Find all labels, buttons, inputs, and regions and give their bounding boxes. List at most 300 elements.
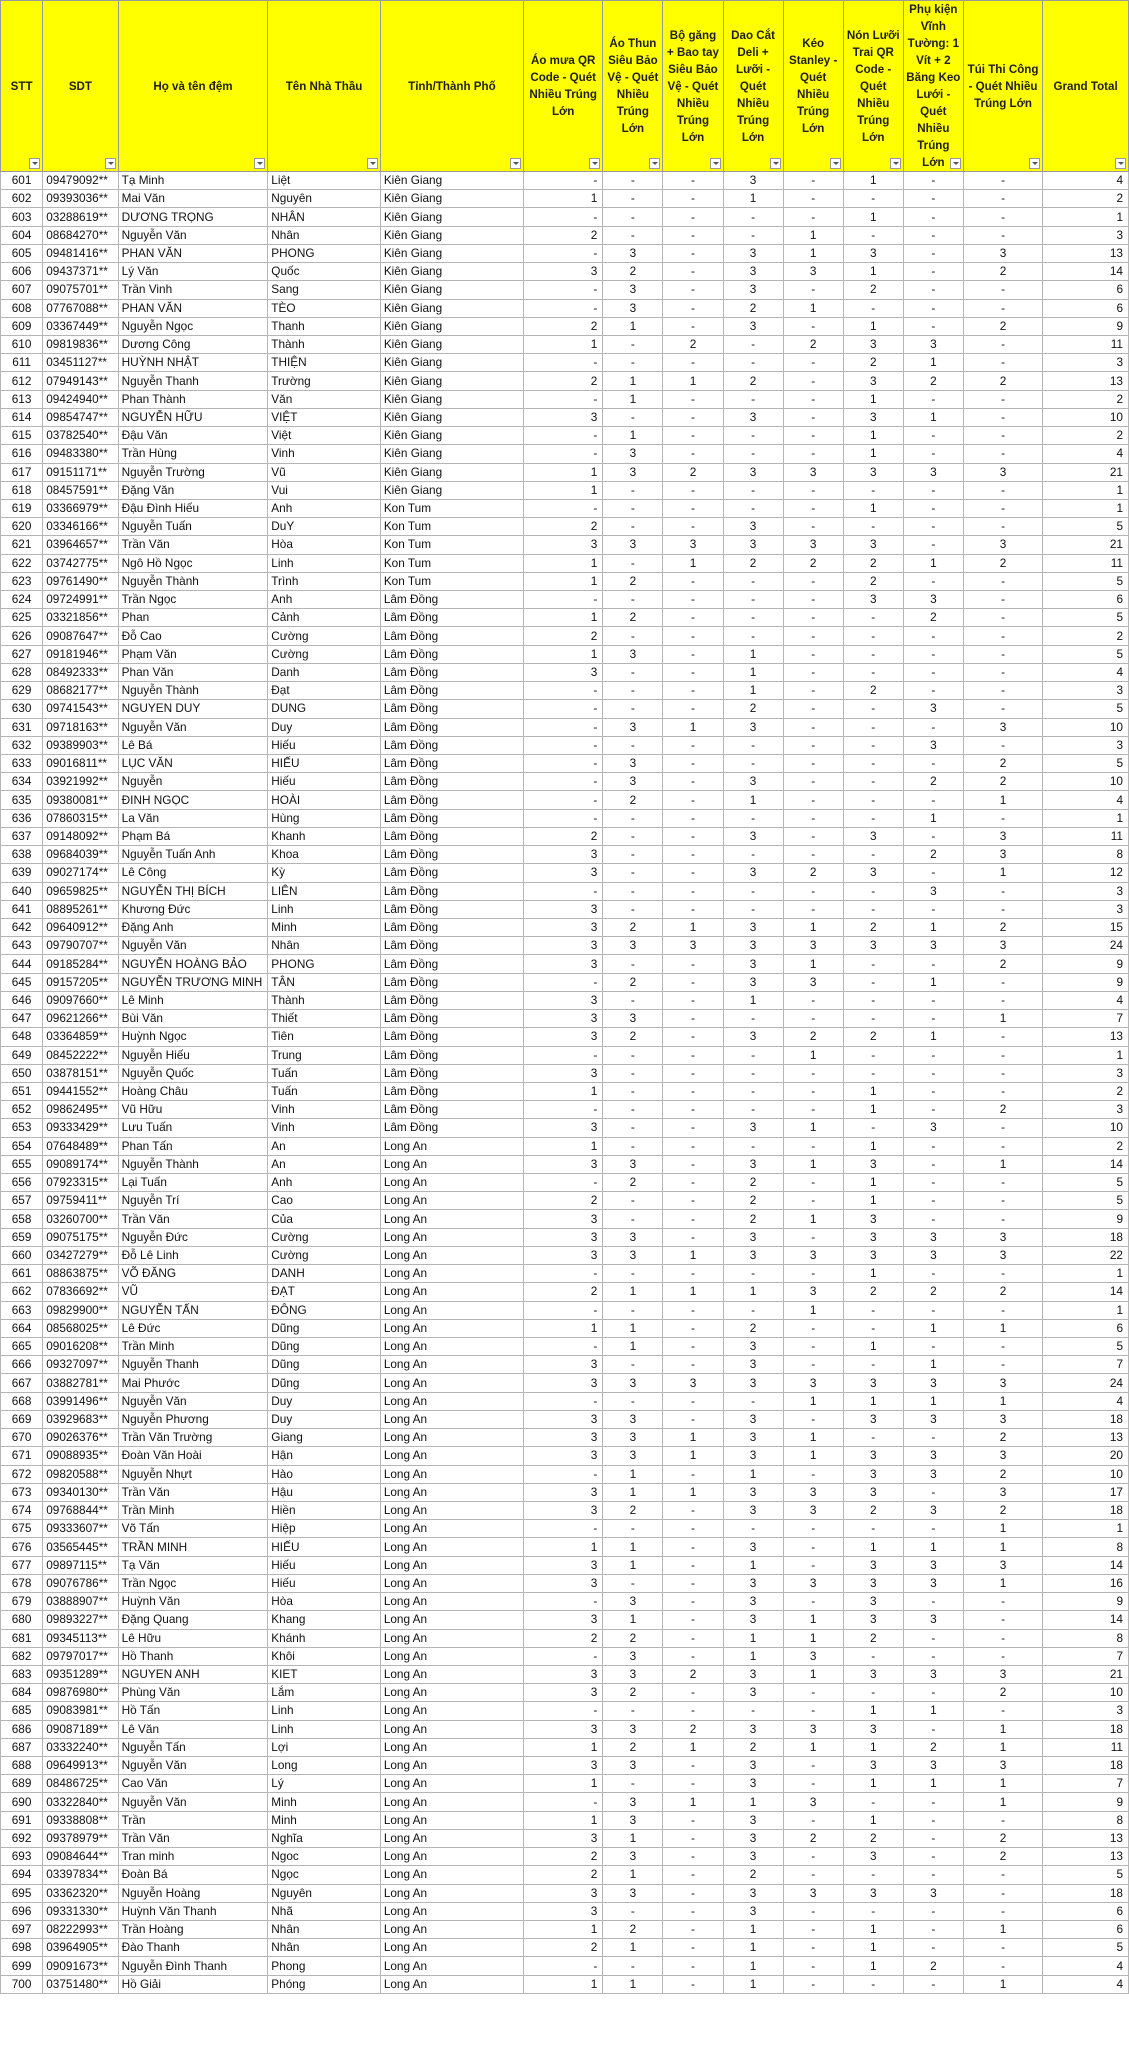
cell-tui-thi-cong[interactable]: - [963,973,1042,991]
cell-phu-kien[interactable]: - [903,1866,963,1884]
cell-ten-nha-thau[interactable]: Phóng [268,1975,381,1993]
cell-ho-va-ten-dem[interactable]: NGUYEN DUY [118,700,268,718]
cell-stt[interactable]: 670 [1,1429,43,1447]
cell-ao-thun[interactable]: 3 [603,463,663,481]
cell-phu-kien[interactable]: - [903,1137,963,1155]
cell-stt[interactable]: 679 [1,1593,43,1611]
cell-ao-mua[interactable]: 1 [524,190,603,208]
cell-bo-gang[interactable]: 2 [663,1720,723,1738]
cell-tui-thi-cong[interactable]: - [963,354,1042,372]
cell-phu-kien[interactable]: - [903,536,963,554]
cell-non-luoi-trai[interactable]: - [843,991,903,1009]
cell-keo-stanley[interactable]: - [783,372,843,390]
cell-bo-gang[interactable]: - [663,1866,723,1884]
cell-grand-total[interactable]: 9 [1043,955,1129,973]
cell-dao-cat[interactable]: 2 [723,299,783,317]
cell-ao-mua[interactable]: 3 [524,1119,603,1137]
cell-ho-va-ten-dem[interactable]: Phan [118,609,268,627]
cell-sdt[interactable]: 08492333** [43,663,118,681]
cell-stt[interactable]: 685 [1,1702,43,1720]
cell-tinh-thanh-pho[interactable]: Kiên Giang [380,172,523,190]
cell-tinh-thanh-pho[interactable]: Long An [380,1392,523,1410]
cell-ao-thun[interactable]: - [603,335,663,353]
cell-ao-mua[interactable]: - [524,1101,603,1119]
cell-dao-cat[interactable]: 3 [723,1829,783,1847]
cell-sdt[interactable]: 03322840** [43,1793,118,1811]
cell-ho-va-ten-dem[interactable]: Tạ Văn [118,1556,268,1574]
cell-keo-stanley[interactable]: 2 [783,335,843,353]
cell-ten-nha-thau[interactable]: Linh [268,1702,381,1720]
cell-grand-total[interactable]: 2 [1043,1137,1129,1155]
cell-dao-cat[interactable]: 3 [723,1483,783,1501]
cell-keo-stanley[interactable]: - [783,718,843,736]
cell-phu-kien[interactable]: 2 [903,1283,963,1301]
cell-ho-va-ten-dem[interactable]: VŨ [118,1283,268,1301]
cell-ao-mua[interactable]: - [524,773,603,791]
cell-ao-mua[interactable]: - [524,755,603,773]
cell-stt[interactable]: 668 [1,1392,43,1410]
cell-tinh-thanh-pho[interactable]: Long An [380,1939,523,1957]
cell-grand-total[interactable]: 18 [1043,1501,1129,1519]
cell-sdt[interactable]: 07648489** [43,1137,118,1155]
cell-ten-nha-thau[interactable]: TÂN [268,973,381,991]
cell-ao-mua[interactable]: 3 [524,1010,603,1028]
cell-tui-thi-cong[interactable]: - [963,481,1042,499]
cell-non-luoi-trai[interactable]: 3 [843,372,903,390]
cell-ho-va-ten-dem[interactable]: Nguyễn Văn [118,937,268,955]
cell-sdt[interactable]: 03332240** [43,1738,118,1756]
cell-tui-thi-cong[interactable]: - [963,609,1042,627]
cell-grand-total[interactable]: 4 [1043,663,1129,681]
cell-tinh-thanh-pho[interactable]: Kon Tum [380,499,523,517]
cell-keo-stanley[interactable]: - [783,1082,843,1100]
cell-ten-nha-thau[interactable]: Vinh [268,1101,381,1119]
cell-stt[interactable]: 638 [1,846,43,864]
cell-non-luoi-trai[interactable]: 3 [843,1210,903,1228]
cell-stt[interactable]: 659 [1,1228,43,1246]
cell-tinh-thanh-pho[interactable]: Long An [380,1629,523,1647]
cell-grand-total[interactable]: 21 [1043,1665,1129,1683]
cell-ten-nha-thau[interactable]: Cường [268,645,381,663]
cell-stt[interactable]: 645 [1,973,43,991]
cell-dao-cat[interactable]: 3 [723,1246,783,1264]
cell-tui-thi-cong[interactable]: - [963,408,1042,426]
cell-sdt[interactable]: 03964657** [43,536,118,554]
cell-stt[interactable]: 681 [1,1629,43,1647]
cell-phu-kien[interactable]: - [903,1647,963,1665]
cell-keo-stanley[interactable]: - [783,663,843,681]
cell-dao-cat[interactable]: 1 [723,991,783,1009]
cell-phu-kien[interactable]: - [903,1811,963,1829]
cell-phu-kien[interactable]: - [903,445,963,463]
cell-sdt[interactable]: 09016208** [43,1338,118,1356]
cell-keo-stanley[interactable]: 1 [783,1119,843,1137]
cell-bo-gang[interactable]: - [663,645,723,663]
cell-bo-gang[interactable]: - [663,499,723,517]
cell-tinh-thanh-pho[interactable]: Long An [380,1811,523,1829]
cell-phu-kien[interactable]: - [903,1010,963,1028]
cell-phu-kien[interactable]: 1 [903,408,963,426]
cell-ao-mua[interactable]: 3 [524,1228,603,1246]
cell-ten-nha-thau[interactable]: Hòa [268,536,381,554]
cell-ao-thun[interactable]: - [603,991,663,1009]
cell-ao-thun[interactable]: 3 [603,281,663,299]
cell-tinh-thanh-pho[interactable]: Lâm Đồng [380,663,523,681]
cell-bo-gang[interactable]: - [663,427,723,445]
cell-sdt[interactable]: 09659825** [43,882,118,900]
cell-tui-thi-cong[interactable]: 3 [963,1374,1042,1392]
cell-keo-stanley[interactable]: 2 [783,554,843,572]
cell-non-luoi-trai[interactable]: - [843,791,903,809]
cell-bo-gang[interactable]: - [663,1757,723,1775]
cell-grand-total[interactable]: 13 [1043,1028,1129,1046]
cell-non-luoi-trai[interactable]: - [843,882,903,900]
cell-grand-total[interactable]: 2 [1043,627,1129,645]
cell-stt[interactable]: 627 [1,645,43,663]
cell-keo-stanley[interactable]: - [783,991,843,1009]
cell-keo-stanley[interactable]: 3 [783,1283,843,1301]
cell-bo-gang[interactable]: - [663,354,723,372]
cell-ao-mua[interactable]: 2 [524,1283,603,1301]
cell-phu-kien[interactable]: 2 [903,372,963,390]
cell-tinh-thanh-pho[interactable]: Kiên Giang [380,190,523,208]
cell-dao-cat[interactable]: - [723,335,783,353]
cell-keo-stanley[interactable]: 3 [783,463,843,481]
cell-tinh-thanh-pho[interactable]: Long An [380,1921,523,1939]
cell-keo-stanley[interactable]: 3 [783,937,843,955]
cell-ao-mua[interactable]: - [524,299,603,317]
cell-tinh-thanh-pho[interactable]: Long An [380,1338,523,1356]
cell-sdt[interactable]: 03346166** [43,518,118,536]
filter-dropdown-icon[interactable] [589,158,600,169]
cell-ao-thun[interactable]: 1 [603,1556,663,1574]
cell-ten-nha-thau[interactable]: Giang [268,1429,381,1447]
cell-ao-thun[interactable]: - [603,809,663,827]
cell-tui-thi-cong[interactable]: 3 [963,1447,1042,1465]
cell-stt[interactable]: 626 [1,627,43,645]
cell-non-luoi-trai[interactable]: 2 [843,1629,903,1647]
cell-bo-gang[interactable]: 1 [663,1246,723,1264]
cell-bo-gang[interactable]: - [663,1410,723,1428]
cell-ao-mua[interactable]: - [524,1957,603,1975]
cell-tinh-thanh-pho[interactable]: Lâm Đồng [380,937,523,955]
cell-dao-cat[interactable]: 3 [723,1028,783,1046]
cell-stt[interactable]: 605 [1,244,43,262]
cell-bo-gang[interactable]: 3 [663,536,723,554]
cell-sdt[interactable]: 09621266** [43,1010,118,1028]
cell-ao-thun[interactable]: - [603,1392,663,1410]
cell-tinh-thanh-pho[interactable]: Kon Tum [380,572,523,590]
cell-tui-thi-cong[interactable]: 2 [963,1501,1042,1519]
cell-tinh-thanh-pho[interactable]: Long An [380,1757,523,1775]
cell-dao-cat[interactable]: - [723,1265,783,1283]
cell-sdt[interactable]: 09854747** [43,408,118,426]
cell-ho-va-ten-dem[interactable]: Nguyễn Tấn [118,1738,268,1756]
cell-tinh-thanh-pho[interactable]: Kiên Giang [380,263,523,281]
cell-non-luoi-trai[interactable]: 1 [843,445,903,463]
cell-ao-thun[interactable]: - [603,499,663,517]
cell-sdt[interactable]: 03964905** [43,1939,118,1957]
cell-ten-nha-thau[interactable]: Lý [268,1775,381,1793]
cell-grand-total[interactable]: 5 [1043,1192,1129,1210]
cell-ho-va-ten-dem[interactable]: Trần Minh [118,1338,268,1356]
cell-ten-nha-thau[interactable]: Trường [268,372,381,390]
cell-ao-mua[interactable]: - [524,445,603,463]
cell-non-luoi-trai[interactable]: 2 [843,1829,903,1847]
cell-ao-thun[interactable]: 3 [603,1010,663,1028]
cell-keo-stanley[interactable]: - [783,518,843,536]
cell-tinh-thanh-pho[interactable]: Kiên Giang [380,335,523,353]
cell-ten-nha-thau[interactable]: Hiếu [268,1574,381,1592]
cell-ho-va-ten-dem[interactable]: ĐINH NGỌC [118,791,268,809]
cell-sdt[interactable]: 03451127** [43,354,118,372]
cell-dao-cat[interactable]: 3 [723,518,783,536]
cell-tinh-thanh-pho[interactable]: Lâm Đồng [380,1028,523,1046]
cell-bo-gang[interactable]: - [663,445,723,463]
cell-dao-cat[interactable]: 1 [723,1793,783,1811]
cell-ao-mua[interactable]: - [524,882,603,900]
cell-ho-va-ten-dem[interactable]: Đỗ Lê Linh [118,1246,268,1264]
cell-ten-nha-thau[interactable]: Khánh [268,1629,381,1647]
cell-tinh-thanh-pho[interactable]: Lâm Đồng [380,1064,523,1082]
cell-phu-kien[interactable]: - [903,172,963,190]
cell-bo-gang[interactable]: - [663,208,723,226]
cell-ao-mua[interactable]: 1 [524,1082,603,1100]
cell-non-luoi-trai[interactable]: 3 [843,1611,903,1629]
cell-dao-cat[interactable]: 3 [723,718,783,736]
cell-ao-thun[interactable]: 1 [603,1611,663,1629]
cell-stt[interactable]: 606 [1,263,43,281]
cell-bo-gang[interactable]: - [663,1028,723,1046]
cell-ao-mua[interactable]: 3 [524,263,603,281]
cell-bo-gang[interactable]: - [663,1939,723,1957]
cell-stt[interactable]: 649 [1,1046,43,1064]
cell-tui-thi-cong[interactable]: - [963,736,1042,754]
cell-bo-gang[interactable]: - [663,1046,723,1064]
cell-ho-va-ten-dem[interactable]: Mai Văn [118,190,268,208]
cell-ho-va-ten-dem[interactable]: Nguyễn Phương [118,1410,268,1428]
cell-keo-stanley[interactable]: - [783,1137,843,1155]
cell-ao-thun[interactable]: - [603,700,663,718]
cell-dao-cat[interactable]: 2 [723,372,783,390]
cell-ao-mua[interactable]: 3 [524,846,603,864]
cell-stt[interactable]: 635 [1,791,43,809]
cell-ho-va-ten-dem[interactable]: NGUYỄN THỊ BÍCH [118,882,268,900]
filter-dropdown-icon[interactable] [950,158,961,169]
cell-tui-thi-cong[interactable]: 2 [963,1283,1042,1301]
cell-ao-mua[interactable]: 3 [524,1720,603,1738]
cell-ao-mua[interactable]: 2 [524,627,603,645]
cell-tui-thi-cong[interactable]: - [963,1939,1042,1957]
cell-tui-thi-cong[interactable]: 2 [963,554,1042,572]
cell-stt[interactable]: 654 [1,1137,43,1155]
cell-tinh-thanh-pho[interactable]: Long An [380,1884,523,1902]
cell-tui-thi-cong[interactable]: - [963,518,1042,536]
cell-stt[interactable]: 614 [1,408,43,426]
cell-tinh-thanh-pho[interactable]: Lâm Đồng [380,973,523,991]
cell-non-luoi-trai[interactable]: - [843,955,903,973]
cell-dao-cat[interactable]: 3 [723,1155,783,1173]
cell-sdt[interactable]: 03362320** [43,1884,118,1902]
cell-bo-gang[interactable]: - [663,1082,723,1100]
cell-ao-thun[interactable]: - [603,1301,663,1319]
cell-dao-cat[interactable]: 3 [723,281,783,299]
cell-ho-va-ten-dem[interactable]: Mai Phước [118,1374,268,1392]
cell-tinh-thanh-pho[interactable]: Kiên Giang [380,427,523,445]
cell-non-luoi-trai[interactable]: - [843,481,903,499]
cell-stt[interactable]: 677 [1,1556,43,1574]
cell-ao-mua[interactable]: - [524,172,603,190]
cell-stt[interactable]: 674 [1,1501,43,1519]
cell-grand-total[interactable]: 3 [1043,682,1129,700]
cell-phu-kien[interactable]: - [903,1829,963,1847]
cell-ao-mua[interactable]: 3 [524,937,603,955]
cell-tinh-thanh-pho[interactable]: Long An [380,1738,523,1756]
cell-keo-stanley[interactable]: - [783,609,843,627]
cell-grand-total[interactable]: 9 [1043,973,1129,991]
cell-non-luoi-trai[interactable]: 1 [843,1921,903,1939]
cell-ao-mua[interactable]: 3 [524,1611,603,1629]
cell-ten-nha-thau[interactable]: HIẾU [268,1538,381,1556]
cell-tui-thi-cong[interactable]: 3 [963,1665,1042,1683]
cell-non-luoi-trai[interactable]: - [843,1902,903,1920]
cell-tinh-thanh-pho[interactable]: Kiên Giang [380,463,523,481]
cell-dao-cat[interactable]: 3 [723,1538,783,1556]
cell-ao-thun[interactable]: - [603,190,663,208]
cell-non-luoi-trai[interactable]: - [843,809,903,827]
cell-bo-gang[interactable]: - [663,1101,723,1119]
cell-stt[interactable]: 664 [1,1319,43,1337]
cell-dao-cat[interactable]: 2 [723,1174,783,1192]
cell-ao-mua[interactable]: 3 [524,1829,603,1847]
cell-tinh-thanh-pho[interactable]: Long An [380,1957,523,1975]
cell-ten-nha-thau[interactable]: Duy [268,1410,381,1428]
cell-non-luoi-trai[interactable]: 3 [843,827,903,845]
cell-sdt[interactable]: 03882781** [43,1374,118,1392]
cell-dao-cat[interactable]: 3 [723,1338,783,1356]
cell-dao-cat[interactable]: 1 [723,1975,783,1993]
cell-stt[interactable]: 602 [1,190,43,208]
cell-ten-nha-thau[interactable]: Của [268,1210,381,1228]
cell-non-luoi-trai[interactable]: 2 [843,354,903,372]
cell-grand-total[interactable]: 24 [1043,937,1129,955]
cell-grand-total[interactable]: 20 [1043,1447,1129,1465]
cell-tui-thi-cong[interactable]: 3 [963,536,1042,554]
cell-bo-gang[interactable]: - [663,1010,723,1028]
cell-ho-va-ten-dem[interactable]: NGUYỄN HỮU [118,408,268,426]
cell-grand-total[interactable]: 10 [1043,1465,1129,1483]
cell-sdt[interactable]: 09481416** [43,244,118,262]
cell-keo-stanley[interactable]: 1 [783,1210,843,1228]
cell-phu-kien[interactable]: 1 [903,554,963,572]
cell-keo-stanley[interactable]: - [783,427,843,445]
cell-keo-stanley[interactable]: 1 [783,244,843,262]
cell-ho-va-ten-dem[interactable]: Hồ Giải [118,1975,268,1993]
cell-non-luoi-trai[interactable]: - [843,518,903,536]
cell-ao-mua[interactable]: 2 [524,372,603,390]
cell-phu-kien[interactable]: 3 [903,1574,963,1592]
cell-phu-kien[interactable]: - [903,1210,963,1228]
cell-tui-thi-cong[interactable]: 1 [963,1738,1042,1756]
cell-tui-thi-cong[interactable]: 3 [963,846,1042,864]
cell-grand-total[interactable]: 17 [1043,1483,1129,1501]
cell-ten-nha-thau[interactable]: Danh [268,663,381,681]
cell-sdt[interactable]: 09327097** [43,1356,118,1374]
cell-ao-thun[interactable]: 1 [603,1465,663,1483]
cell-phu-kien[interactable]: - [903,499,963,517]
cell-ho-va-ten-dem[interactable]: Nguyễn Đức [118,1228,268,1246]
cell-ten-nha-thau[interactable]: Ngoc [268,1848,381,1866]
cell-ten-nha-thau[interactable]: Cảnh [268,609,381,627]
cell-non-luoi-trai[interactable]: 3 [843,1884,903,1902]
cell-sdt[interactable]: 03742775** [43,554,118,572]
cell-tinh-thanh-pho[interactable]: Long An [380,1647,523,1665]
cell-stt[interactable]: 698 [1,1939,43,1957]
cell-sdt[interactable]: 03782540** [43,427,118,445]
cell-ao-mua[interactable]: - [524,1593,603,1611]
cell-grand-total[interactable]: 2 [1043,1082,1129,1100]
cell-sdt[interactable]: 09087189** [43,1720,118,1738]
cell-keo-stanley[interactable]: - [783,1520,843,1538]
cell-non-luoi-trai[interactable]: 3 [843,1228,903,1246]
cell-grand-total[interactable]: 4 [1043,172,1129,190]
cell-ho-va-ten-dem[interactable]: Vũ Hữu [118,1101,268,1119]
cell-ho-va-ten-dem[interactable]: Hoàng Châu [118,1082,268,1100]
cell-tinh-thanh-pho[interactable]: Long An [380,1429,523,1447]
cell-sdt[interactable]: 09389903** [43,736,118,754]
cell-phu-kien[interactable]: - [903,1629,963,1647]
cell-stt[interactable]: 666 [1,1356,43,1374]
cell-ho-va-ten-dem[interactable]: NGUYỄN TẤN [118,1301,268,1319]
cell-tinh-thanh-pho[interactable]: Lâm Đồng [380,609,523,627]
cell-ten-nha-thau[interactable]: KIET [268,1665,381,1683]
cell-ao-mua[interactable]: 3 [524,918,603,936]
cell-ao-thun[interactable]: - [603,1574,663,1592]
cell-tui-thi-cong[interactable]: - [963,1593,1042,1611]
cell-tui-thi-cong[interactable]: - [963,1338,1042,1356]
cell-ho-va-ten-dem[interactable]: DƯƠNG TRỌNG [118,208,268,226]
cell-ao-mua[interactable]: 1 [524,1811,603,1829]
cell-tui-thi-cong[interactable]: - [963,1119,1042,1137]
cell-ten-nha-thau[interactable]: Hiếu [268,773,381,791]
cell-non-luoi-trai[interactable]: - [843,1684,903,1702]
cell-keo-stanley[interactable]: - [783,1939,843,1957]
cell-grand-total[interactable]: 5 [1043,645,1129,663]
cell-ten-nha-thau[interactable]: Cường [268,1228,381,1246]
cell-keo-stanley[interactable]: - [783,809,843,827]
cell-ao-mua[interactable]: 2 [524,1629,603,1647]
cell-dao-cat[interactable]: 1 [723,663,783,681]
cell-dao-cat[interactable]: 1 [723,1921,783,1939]
cell-keo-stanley[interactable]: - [783,736,843,754]
cell-ao-mua[interactable]: - [524,354,603,372]
cell-dao-cat[interactable]: 3 [723,1119,783,1137]
cell-non-luoi-trai[interactable]: - [843,299,903,317]
cell-tinh-thanh-pho[interactable]: Long An [380,1793,523,1811]
cell-ten-nha-thau[interactable]: Đạt [268,682,381,700]
cell-non-luoi-trai[interactable]: - [843,645,903,663]
cell-sdt[interactable]: 09333429** [43,1119,118,1137]
cell-ao-thun[interactable]: - [603,900,663,918]
cell-non-luoi-trai[interactable]: 1 [843,1174,903,1192]
cell-bo-gang[interactable]: - [663,1902,723,1920]
cell-non-luoi-trai[interactable]: - [843,1647,903,1665]
cell-bo-gang[interactable]: - [663,809,723,827]
cell-grand-total[interactable]: 10 [1043,1684,1129,1702]
cell-tinh-thanh-pho[interactable]: Lâm Đồng [380,809,523,827]
cell-non-luoi-trai[interactable]: - [843,627,903,645]
cell-ten-nha-thau[interactable]: Nhân [268,937,381,955]
